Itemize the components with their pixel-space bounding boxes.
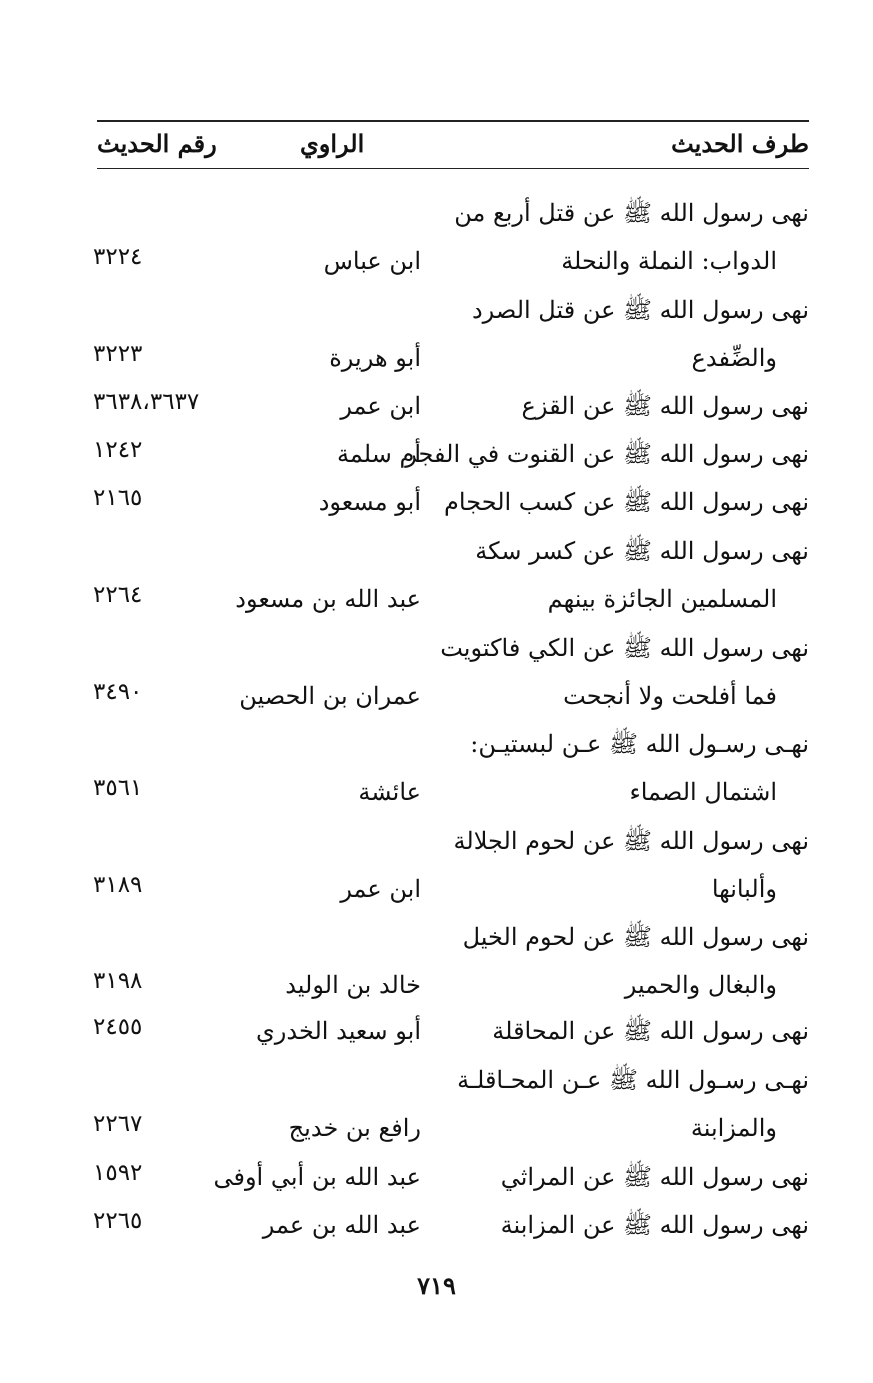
hadith-text-continuation: والضِّفدع [691, 344, 777, 372]
narrator: عمران بن الحصين [239, 682, 421, 710]
header-number-column: رقم الحديث [97, 129, 217, 158]
hadith-text-line: نهى رسول الله ﷺ عن كسر سكة [475, 537, 809, 565]
hadith-text-line: نهى رسول الله ﷺ عن قتل الصرد [471, 296, 809, 324]
hadith-number: ٣٦٣٨،٣٦٣٧ [93, 389, 200, 415]
hadith-number: ٣١٩٨ [93, 968, 143, 994]
narrator: عبد الله بن أبي أوفى [213, 1163, 421, 1191]
header-top-rule [97, 120, 809, 122]
hadith-text-continuation: المسلمين الجائزة بينهم [547, 585, 777, 613]
narrator: أبو هريرة [329, 344, 421, 372]
hadith-text-line: نهى رسول الله ﷺ عن لحوم الجلالة [453, 827, 809, 855]
hadith-number: ٣٢٢٣ [93, 341, 143, 367]
hadith-text-continuation: وألبانها [711, 875, 777, 903]
hadith-number: ٢٢٦٤ [93, 582, 143, 608]
hadith-number: ١٢٤٢ [93, 437, 143, 463]
hadith-number: ٣٢٢٤ [93, 244, 143, 270]
hadith-text-line: نهى رسول الله ﷺ عن القنوت في الفجر [405, 440, 809, 468]
hadith-text-continuation: والبغال والحمير [624, 971, 777, 999]
narrator: عبد الله بن عمر [262, 1211, 421, 1239]
hadith-number: ٢٢٦٥ [93, 1208, 143, 1234]
hadith-text-line: نهـى رسـول الله ﷺ عـن لبستيـن: [470, 730, 809, 758]
header-bottom-rule [97, 168, 809, 169]
hadith-number: ١٥٩٢ [93, 1160, 143, 1186]
hadith-text-line: نهى رسول الله ﷺ عن قتل أربع من [454, 199, 809, 227]
hadith-text-continuation: الدواب: النملة والنحلة [561, 247, 777, 275]
narrator: ابن عمر [340, 392, 421, 420]
page-number: ٧١٩ [417, 1271, 456, 1300]
header-narrator-column: الراوي [300, 129, 365, 158]
hadith-number: ٢٤٥٥ [93, 1014, 143, 1040]
narrator: أبو سعيد الخدري [256, 1017, 421, 1045]
hadith-text-line: نهى رسول الله ﷺ عن كسب الحجام [444, 488, 809, 516]
hadith-text-line: نهى رسول الله ﷺ عن المحاقلة [492, 1017, 809, 1045]
narrator: خالد بن الوليد [285, 971, 421, 999]
narrator: عبد الله بن مسعود [235, 585, 421, 613]
hadith-number: ٣٥٦١ [93, 775, 143, 801]
hadith-text-continuation: اشتمال الصماء [629, 778, 777, 806]
hadith-number: ٣٤٩٠ [93, 679, 143, 705]
hadith-text-line: نهى رسول الله ﷺ عن المزابنة [500, 1211, 809, 1239]
narrator: ابن عمر [340, 875, 421, 903]
narrator: رافع بن خديج [288, 1114, 421, 1142]
narrator: عائشة [358, 778, 421, 806]
narrator: ابن عباس [323, 247, 421, 275]
hadith-text-line: نهى رسول الله ﷺ عن المراثي [500, 1163, 809, 1191]
narrator: أبو مسعود [318, 488, 421, 516]
hadith-number: ٣١٨٩ [93, 872, 143, 898]
header-hadith-column: طرف الحديث [671, 129, 809, 158]
hadith-number: ٢٢٦٧ [93, 1111, 143, 1137]
hadith-text-continuation: فما أفلحت ولا أنجحت [563, 682, 777, 710]
hadith-text-continuation: والمزابنة [690, 1114, 777, 1142]
hadith-number: ٢١٦٥ [93, 485, 143, 511]
hadith-text-line: نهى رسول الله ﷺ عن القزع [521, 392, 809, 420]
hadith-text-line: نهى رسول الله ﷺ عن لحوم الخيل [462, 923, 809, 951]
hadith-text-line: نهـى رسـول الله ﷺ عـن المحـاقلـة [457, 1066, 809, 1094]
narrator: أم سلمة [337, 440, 421, 468]
hadith-text-line: نهى رسول الله ﷺ عن الكي فاكتويت [440, 634, 809, 662]
